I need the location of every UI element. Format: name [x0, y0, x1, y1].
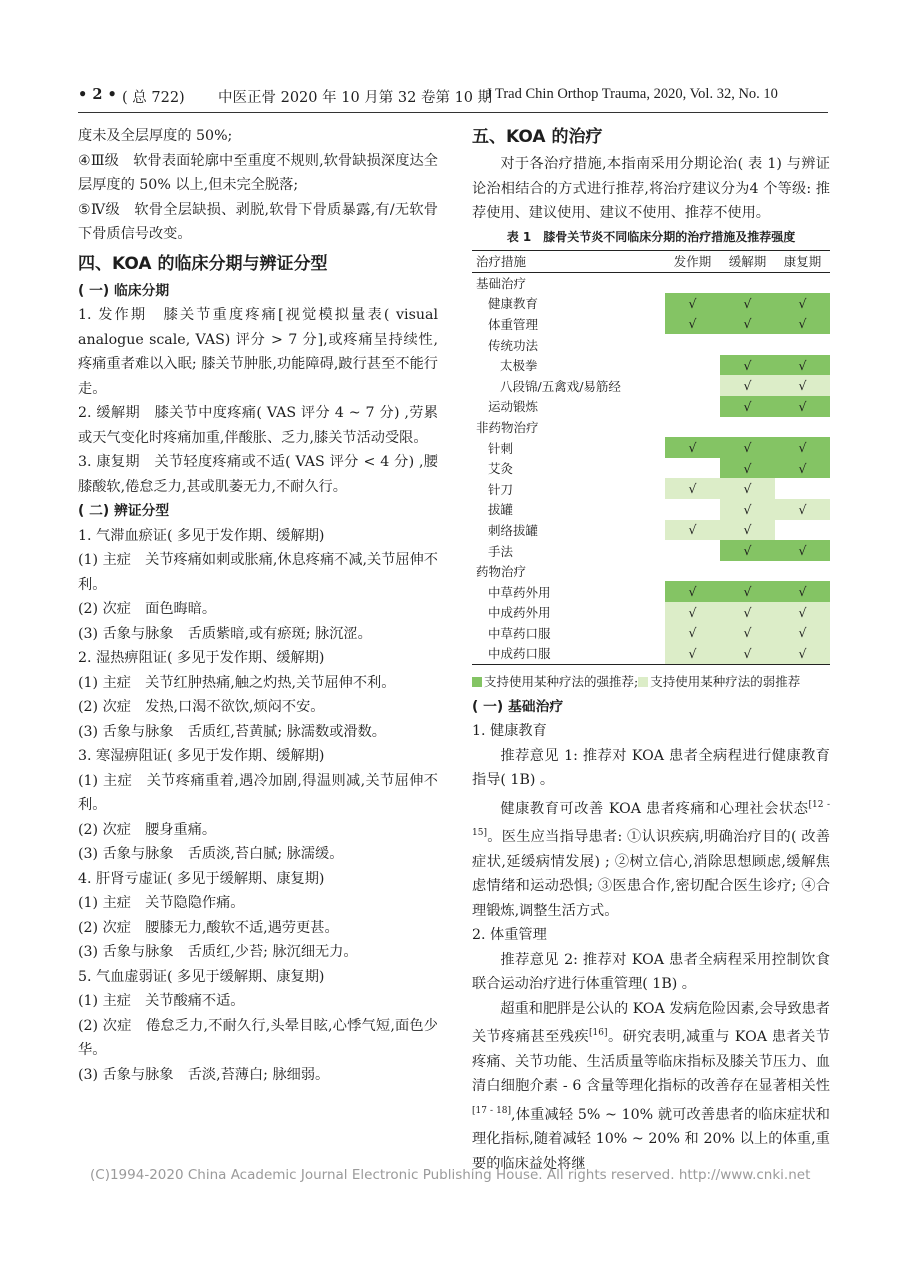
- recommendation-cell: √: [665, 478, 720, 499]
- table-row: [472, 540, 830, 561]
- recommendation-cell: [775, 334, 830, 355]
- treatment-name: 刺络拔罐: [488, 522, 539, 538]
- recommendation-cell: √: [665, 437, 720, 458]
- treatment-name: 艾灸: [488, 461, 514, 477]
- treatment-table: [472, 250, 830, 665]
- recommendation-cell: [665, 540, 720, 561]
- treatment-name: 拔罐: [488, 502, 514, 518]
- table-row: [472, 314, 830, 335]
- text-run: ,体重减轻 5% ~ 10% 就可改善患者的临床症状和理化指标,随着减轻 10% ~ 20% 和 20% 以上的体重,重要的临床益处将继: [472, 1106, 830, 1172]
- table-row: [472, 643, 830, 664]
- paragraph: (3) 舌象与脉象 舌质紫暗,或有瘀斑; 脉沉涩。: [78, 625, 372, 642]
- table-row: [472, 355, 830, 376]
- recommendation-cell: [665, 458, 720, 479]
- syndrome-title: 3. 寒湿痹阻证( 多见于发作期、缓解期): [78, 748, 325, 764]
- recommendation-cell: √: [665, 643, 720, 664]
- paragraph: (2) 次症 腰身重痛。: [78, 821, 217, 838]
- recommendation-cell: √: [775, 602, 830, 623]
- recommendation-cell: √: [775, 314, 830, 335]
- recommendation-cell: √: [665, 602, 720, 623]
- text-run: 超重和肥胖是公认的 KOA 发病危险因素,会导致患者关节疼痛甚至残疾: [472, 1000, 830, 1046]
- recommendation-cell: [775, 478, 830, 499]
- table-row: [472, 437, 830, 458]
- paragraph: ④Ⅲ级 软骨表面轮廓中至重度不规则,软骨缺损深度达全层厚度的 50% 以上,但未完全脱落;: [78, 152, 438, 193]
- recommendation-cell: √: [775, 540, 830, 561]
- header-rule: [78, 112, 828, 113]
- treatment-name: 健康教育: [488, 296, 539, 312]
- recommendation-cell: [665, 396, 720, 417]
- syndrome-title: 2. 湿热痹阻证( 多见于发作期、缓解期): [78, 650, 325, 666]
- recommendation-cell: √: [720, 375, 775, 396]
- paragraph: (2) 次症 发热,口渴不欲饮,烦闷不安。: [78, 699, 325, 715]
- recommendation-cell: [720, 272, 775, 293]
- recommendation-cell: [720, 334, 775, 355]
- table-row: [472, 561, 830, 582]
- table-row: [472, 334, 830, 355]
- recommendation-cell: √: [665, 623, 720, 644]
- right-column: [472, 124, 830, 1176]
- subsection-heading: ( 二) 辨证分型: [78, 503, 170, 519]
- table-row: [472, 375, 830, 396]
- treatment-name: 中成药口服: [472, 643, 665, 664]
- table-row: [472, 520, 830, 541]
- recommendation-cell: √: [775, 293, 830, 314]
- recommendation-cell: √: [720, 458, 775, 479]
- table-row: [472, 602, 830, 623]
- recommendation-cell: √: [720, 540, 775, 561]
- recommendation-cell: [665, 417, 720, 438]
- treatment-name: 中草药口服: [488, 625, 551, 641]
- table-row: [472, 272, 830, 293]
- paragraph: (1) 主症 关节隐隐作痛。: [78, 895, 245, 911]
- paragraph: (3) 舌象与脉象 舌质红,苔黄腻; 脉濡数或滑数。: [78, 723, 386, 740]
- recommendation-cell: [775, 520, 830, 541]
- paragraph: (3) 舌象与脉象 舌淡,苔薄白; 脉细弱。: [78, 1066, 330, 1083]
- journal-title-cn: 中医正骨 2020 年 10 月第 32 卷第 10 期: [218, 90, 493, 106]
- citation: [16]: [589, 1028, 608, 1039]
- paragraph: (1) 主症 关节酸痛不适。: [78, 993, 245, 1009]
- paragraph: (3) 舌象与脉象 舌质淡,苔白腻; 脉濡缓。: [78, 846, 344, 862]
- left-column: [78, 124, 438, 1087]
- paragraph: [472, 997, 830, 1177]
- recommendation-cell: √: [665, 581, 720, 602]
- recommendation-cell: √: [775, 499, 830, 520]
- text-run: 。医生应当指导患者: ①认识疾病,明确治疗目的( 改善症状,延缓病情发展) ; ②树立信心,消除思想顾虑,缓解焦虑情绪和运动恐惧; ③医患合作,密切配合医生诊疗; ④合理锻炼,调整生活方式。: [472, 829, 830, 919]
- section-heading: 四、KOA 的临床分期与辨证分型: [78, 253, 328, 274]
- total-page-number: ( 总 722): [122, 90, 185, 106]
- recommendation-cell: [720, 561, 775, 582]
- copyright-watermark: (C)1994-2020 China Academic Journal Electronic Publishing House. All rights reserved. http://www.cnki.net: [90, 1167, 811, 1183]
- paragraph: (3) 舌象与脉象 舌质红,少苔; 脉沉细无力。: [78, 944, 358, 960]
- paragraph: 3. 康复期 关节轻度疼痛或不适( VAS 评分 < 4 分) ,腰膝酸软,倦怠乏力,甚或肌萎无力,不耐久行。: [78, 454, 438, 495]
- paragraph: 度未及全层厚度的 50%;: [78, 128, 233, 144]
- syndrome-title: 4. 肝肾亏虚证( 多见于缓解期、康复期): [78, 870, 325, 887]
- citation: [17 - 18]: [472, 1105, 512, 1116]
- item-heading: 2. 体重管理: [472, 927, 547, 944]
- table-row: [472, 499, 830, 520]
- paragraph: 1. 发作期 膝关节重度疼痛[视觉模拟量表( visual analogue scale, VAS) 评分 > 7 分],或疼痛呈持续性,疼痛重者难以入眠; 膝关节肿胀,功能障碍,跛行甚至不能行走。: [78, 307, 438, 397]
- text-run: 健康教育可改善 KOA 患者疼痛和心理社会状态: [500, 800, 809, 817]
- treatment-name: 药物治疗: [476, 564, 527, 580]
- treatment-name: 针刺: [488, 440, 514, 456]
- treatment-name: 非药物治疗: [476, 419, 539, 435]
- table-row: [472, 293, 830, 314]
- recommendation-cell: [775, 272, 830, 293]
- recommendation-cell: √: [720, 396, 775, 417]
- treatment-name: 中成药外用: [488, 605, 551, 621]
- recommendation-cell: √: [720, 293, 775, 314]
- weak-swatch: [638, 677, 648, 687]
- treatment-name: 八段锦/五禽戏/易筋经: [500, 378, 621, 394]
- paragraph: (2) 次症 面色晦暗。: [78, 601, 217, 617]
- recommendation-cell: [665, 561, 720, 582]
- treatment-name: 针刀: [488, 481, 514, 497]
- recommendation-cell: [775, 561, 830, 582]
- paragraph: ⑤Ⅳ级 软骨全层缺损、剥脱,软骨下骨质暴露,有/无软骨下骨质信号改变。: [78, 201, 438, 242]
- treatment-name: 手法: [488, 543, 514, 559]
- table-row: [472, 478, 830, 499]
- recommendation-cell: √: [775, 375, 830, 396]
- treatment-name: 运动锻炼: [488, 399, 539, 415]
- recommendation-cell: √: [720, 355, 775, 376]
- legend-weak: 支持使用某种疗法的弱推荐: [650, 673, 801, 689]
- paragraph: (1) 主症 关节疼痛如刺或胀痛,休息疼痛不减,关节屈伸不利。: [78, 552, 438, 593]
- treatment-name: 传统功法: [488, 337, 539, 353]
- table-header-cell: 发作期: [665, 250, 720, 272]
- table-header-cell: 治疗措施: [472, 250, 665, 272]
- table-header-cell: 康复期: [775, 250, 830, 272]
- recommendation-cell: √: [720, 602, 775, 623]
- recommendation-cell: √: [775, 581, 830, 602]
- table-row: [472, 458, 830, 479]
- recommendation-cell: √: [720, 520, 775, 541]
- recommendation-cell: √: [775, 623, 830, 644]
- recommendation-cell: √: [720, 437, 775, 458]
- treatment-name: 太极拳: [500, 358, 538, 374]
- recommendation-cell: √: [775, 355, 830, 376]
- recommendation-cell: √: [720, 499, 775, 520]
- table-row: [472, 396, 830, 417]
- recommendation-cell: [665, 355, 720, 376]
- recommendation: 推荐意见 1: 推荐对 KOA 患者全病程进行健康教育指导( 1B) 。: [472, 747, 830, 789]
- table-header-cell: 缓解期: [720, 250, 775, 272]
- table-row: [472, 417, 830, 438]
- paragraph: [472, 793, 830, 924]
- recommendation-cell: [665, 334, 720, 355]
- treatment-name: 中草药外用: [488, 584, 551, 600]
- table-row: [472, 581, 830, 602]
- paragraph: 对于各治疗措施,本指南采用分期论治( 表 1) 与辨证论治相结合的方式进行推荐,将治疗建议分为4 个等级: 推荐使用、建议使用、建议不使用、推荐不使用。: [472, 156, 830, 221]
- paragraph: (2) 次症 腰膝无力,酸软不适,遇劳更甚。: [78, 919, 339, 936]
- page-number: • 2 •: [78, 86, 117, 103]
- recommendation-cell: [720, 417, 775, 438]
- recommendation-cell: √: [665, 520, 720, 541]
- table-caption: 表 1 膝骨关节炎不同临床分期的治疗措施及推荐强度: [506, 229, 796, 244]
- recommendation-cell: [775, 417, 830, 438]
- treatment-name: 体重管理: [488, 316, 539, 332]
- treatment-name: 基础治疗: [476, 275, 527, 291]
- recommendation-cell: √: [720, 623, 775, 644]
- paragraph: (1) 主症 关节疼痛重着,遇冷加剧,得温则减,关节屈伸不利。: [78, 772, 438, 813]
- strong-swatch: [472, 677, 482, 687]
- recommendation-cell: [665, 499, 720, 520]
- recommendation-cell: √: [665, 293, 720, 314]
- paragraph: 2. 缓解期 膝关节中度疼痛( VAS 评分 4 ~ 7 分) ,劳累或天气变化时疼痛加重,伴酸胀、乏力,膝关节活动受限。: [78, 405, 438, 446]
- paragraph: (1) 主症 关节红肿热痛,触之灼热,关节屈伸不利。: [78, 674, 396, 691]
- subsection-heading: ( 一) 基础治疗: [472, 698, 564, 715]
- citation: [12 - 15]: [472, 799, 830, 839]
- table-legend: [472, 671, 830, 693]
- journal-title-en: J Trad Chin Orthop Trauma, 2020, Vol. 32, No. 10: [486, 86, 778, 102]
- recommendation-cell: √: [775, 396, 830, 417]
- subsection-heading: ( 一) 临床分期: [78, 282, 170, 299]
- syndrome-title: 1. 气滞血瘀证( 多见于发作期、缓解期): [78, 527, 325, 544]
- recommendation-cell: √: [720, 643, 775, 664]
- recommendation-cell: √: [720, 581, 775, 602]
- table-row: [472, 623, 830, 644]
- recommendation-cell: √: [720, 314, 775, 335]
- recommendation: 推荐意见 2: 推荐对 KOA 患者全病程采用控制饮食联合运动治疗进行体重管理( 1B) 。: [472, 951, 830, 993]
- text-run: 。研究表明,减重与 KOA 患者关节疼痛、关节功能、生活质量等临床指标及膝关节压力、血清白细胞介素 - 6 含量等理化指标的改善存在显著相关性: [472, 1029, 830, 1095]
- recommendation-cell: √: [775, 458, 830, 479]
- legend-strong: 支持使用某种疗法的强推荐;: [484, 673, 639, 689]
- recommendation-cell: [665, 272, 720, 293]
- recommendation-cell: [665, 375, 720, 396]
- paragraph: (2) 次症 倦怠乏力,不耐久行,头晕目眩,心悸气短,面色少华。: [78, 1017, 438, 1058]
- recommendation-cell: √: [665, 314, 720, 335]
- recommendation-cell: √: [720, 478, 775, 499]
- table-header-row: [472, 250, 830, 272]
- section-heading: 五、KOA 的治疗: [472, 127, 603, 147]
- recommendation-cell: √: [775, 437, 830, 458]
- running-header: [78, 86, 828, 110]
- recommendation-cell: √: [775, 643, 830, 664]
- item-heading: 1. 健康教育: [472, 723, 547, 740]
- syndrome-title: 5. 气血虚弱证( 多见于缓解期、康复期): [78, 968, 325, 985]
